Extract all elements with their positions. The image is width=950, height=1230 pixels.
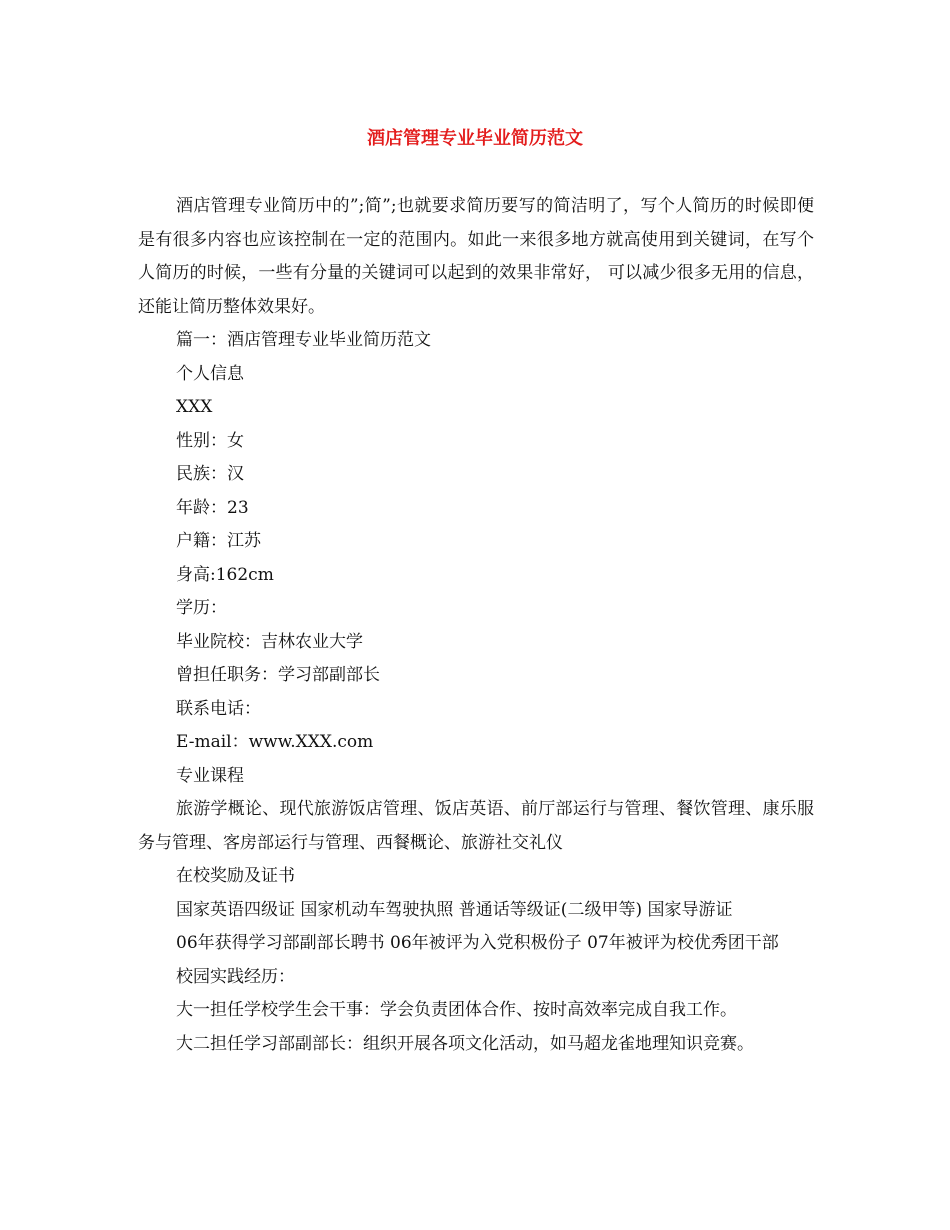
ethnicity-line: 民族：汉 [176,464,244,484]
courses-heading: 专业课程 [176,765,244,786]
education-line: 学历： [176,598,227,618]
section-title: 篇一：酒店管理专业毕业简历范文 [176,330,431,350]
practice-item-1: 大一担任学校学生会干事：学会负责团体合作、按时高效率完成自我工作。 [176,1000,737,1020]
hometown-line: 户籍：江苏 [176,531,261,551]
name-line: XXX [176,397,213,417]
school-line: 毕业院校：吉林农业大学 [176,631,363,652]
honors-paragraph: 06年获得学习部副部长聘书 06年被评为入党积极份子 07年被评为校优秀团干部 [176,933,779,953]
personal-info-heading: 个人信息 [176,363,244,384]
document-body [138,190,814,1061]
age-line: 年龄：23 [176,497,249,518]
practice-item-2: 大二担任学习部副部长：组织开展各项文化活动，如马超龙雀地理知识竞赛。 [176,1033,754,1054]
awards-heading: 在校奖励及证书 [176,866,295,886]
courses-paragraph: 旅游学概论、现代旅游饭店管理、饭店英语、前厅部运行与管理、餐饮管理、康乐服务与管理、客房部运行与管理、西餐概论、旅游社交礼仪 [138,799,814,853]
height-line: 身高:162cm [176,564,274,585]
position-line: 曾担任职务：学习部副部长 [176,665,380,685]
document-title: 酒店管理专业毕业简历范文 [367,128,583,149]
gender-line: 性别：女 [176,430,244,451]
email-line: E-mail：www.XXX.com [176,732,374,752]
phone-line: 联系电话： [176,698,261,719]
practice-heading: 校园实践经历： [176,966,295,987]
intro-paragraph: 酒店管理专业简历中的”;简”;也就要求简历要写的简洁明了，写个人简历的时候即便是有很多内容也应该控制在一定的范围内。如此一来很多地方就高使用到关键词，在写个人简历的时候，一些有分量的关键词可以起到的效果非常好， 可以减少很多无用的信息，还能让简历整体效果好。 [138,196,814,317]
certificates-line: 国家英语四级证 国家机动车驾驶执照 普通话等级证(二级甲等) 国家导游证 [176,899,733,920]
